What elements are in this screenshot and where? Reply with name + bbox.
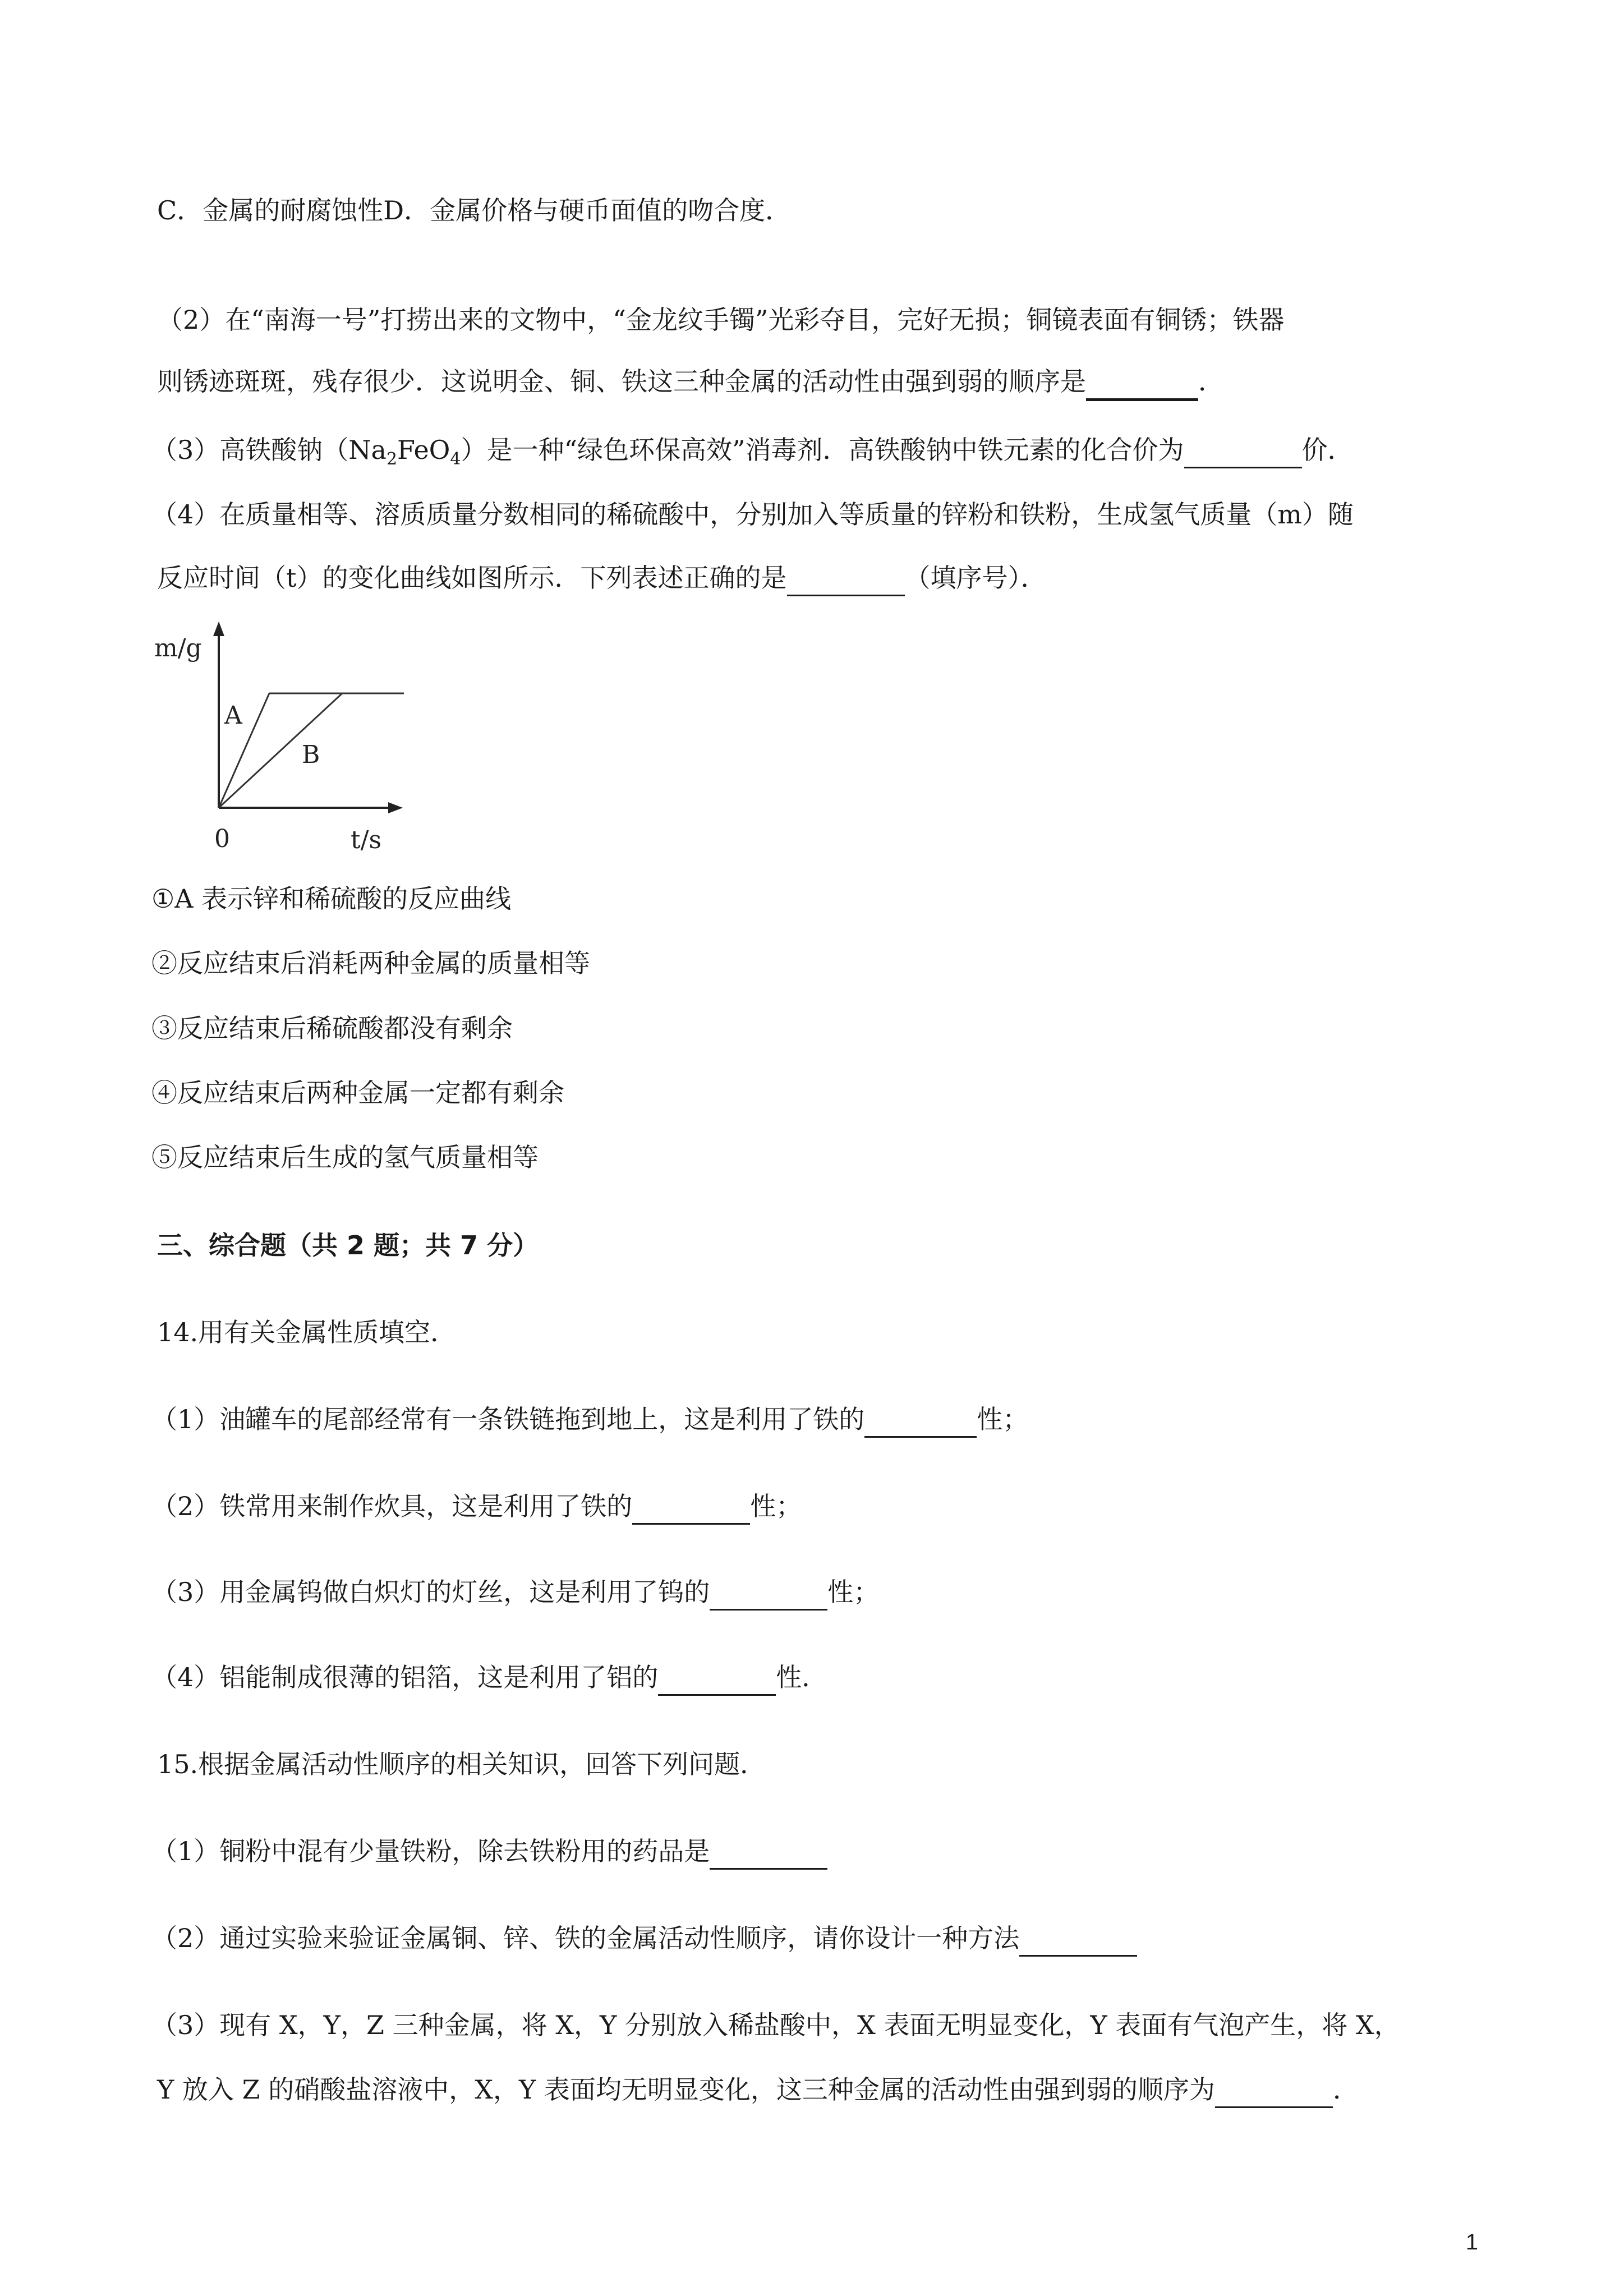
option-3: ③反应结束后稀硫酸都没有剩余 [151,1013,513,1043]
page-number: 1 [1465,2230,1478,2254]
q3-text-start: （3）高铁酸钠（Na [151,435,387,465]
question-15-1 [151,1834,827,1870]
question-3-line [151,433,1354,468]
answer-blank [1086,365,1198,401]
question-15-3-line-1: （3）现有 X，Y，Z 三种金属，将 X，Y 分别放入稀盐酸中，X 表面无明显变化，Y 表面有气泡产生，将 X， [151,2010,1400,2040]
question-14-2 [151,1489,802,1525]
q14-3-text: （3）用金属钨做白炽灯的灯丝，这是利用了钨的 [151,1577,710,1607]
q15-1-text: （1）铜粉中混有少量铁粉，除去铁粉用的药品是 [151,1836,710,1866]
q14-3-end: 性； [827,1577,880,1607]
q14-2-text: （2）铁常用来制作炊具，这是利用了铁的 [151,1491,633,1521]
question-2-text: 则锈迹斑斑，残存很少．这说明金、铜、铁这三种金属的活动性由强到弱的顺序是 [157,366,1086,397]
origin-label: 0 [214,825,230,853]
answer-blank [1215,2073,1333,2108]
q14-4-text: （4）铝能制成很薄的铝箔，这是利用了铝的 [151,1662,659,1692]
answer-blank [787,561,905,596]
q14-1-end: 性； [977,1404,1029,1434]
option-2: ②反应结束后消耗两种金属的质量相等 [151,948,590,978]
question-14-1 [151,1402,1028,1438]
section-heading: 三、综合题（共 2 题；共 7 分） [157,1230,539,1260]
q15-3-text: Y 放入 Z 的硝酸盐溶液中，X，Y 表面均无明显变化，这三种金属的活动性由强到弱的顺序为 [157,2074,1215,2105]
q14-4-end: 性． [776,1662,828,1692]
q4-text: 反应时间（t）的变化曲线如图所示．下列表述正确的是 [157,563,787,593]
question-14-3 [151,1575,879,1611]
answer-blank [710,1575,827,1611]
q14-1-text: （1）油罐车的尾部经常有一条铁链拖到地上，这是利用了铁的 [151,1404,865,1434]
question-14-title: 14.用有关金属性质填空． [157,1317,457,1347]
answer-blank [632,1489,750,1525]
q3-end: 价． [1301,435,1354,465]
option-4: ④反应结束后两种金属一定都有剩余 [151,1078,564,1108]
q15-3-end: ． [1332,2074,1359,2105]
q3-formula-mid: FeO [397,435,450,465]
q3-text: ）是一种“绿色环保高效”消毒剂．高铁酸钠中铁元素的化合价为 [461,435,1184,465]
question-2-end: ． [1198,366,1224,397]
question-15-3-line-2 [157,2073,1359,2108]
question-4-line-2 [157,561,1047,596]
hydrogen-mass-time-graph [151,617,415,858]
line-option-cd: C．金属的耐腐蚀性D．金属价格与硬币面值的吻合度． [157,195,792,226]
q4-end: （填序号）． [904,563,1047,593]
curve-a-label: A [224,701,242,730]
question-2-line-1: （2）在“南海一号”打捞出来的文物中，“金龙纹手镯”光彩夺目，完好无损；铜镜表面有铜锈；铁器 [157,305,1285,335]
y-axis-label: m/g [154,634,202,662]
question-14-4 [151,1660,827,1696]
question-4-line-1: （4）在质量相等、溶质质量分数相同的稀硫酸中，分别加入等质量的锌粉和铁粉，生成氢气质量（m）随 [151,499,1354,530]
answer-blank [864,1402,977,1438]
answer-blank [710,1834,827,1870]
q3-subscript-1: 2 [386,449,398,470]
q14-2-end: 性； [750,1491,802,1521]
q15-2-text: （2）通过实验来验证金属铜、锌、铁的金属活动性顺序，请你设计一种方法 [151,1923,1020,1953]
x-axis-arrow [388,802,403,813]
y-axis-arrow [213,622,224,636]
x-axis-label: t/s [351,826,382,854]
question-15-title: 15.根据金属活动性顺序的相关知识，回答下列问题． [157,1749,766,1779]
question-2-line-2 [157,365,1224,401]
answer-blank [658,1660,776,1696]
option-1: ①A 表示锌和稀硫酸的反应曲线 [151,884,512,914]
answer-blank [1184,433,1302,468]
question-15-2 [151,1921,1137,1957]
q3-subscript-2: 4 [450,449,461,470]
option-5: ⑤反应结束后生成的氢气质量相等 [151,1142,539,1172]
answer-blank [1019,1921,1137,1957]
curve-b-label: B [302,740,320,769]
